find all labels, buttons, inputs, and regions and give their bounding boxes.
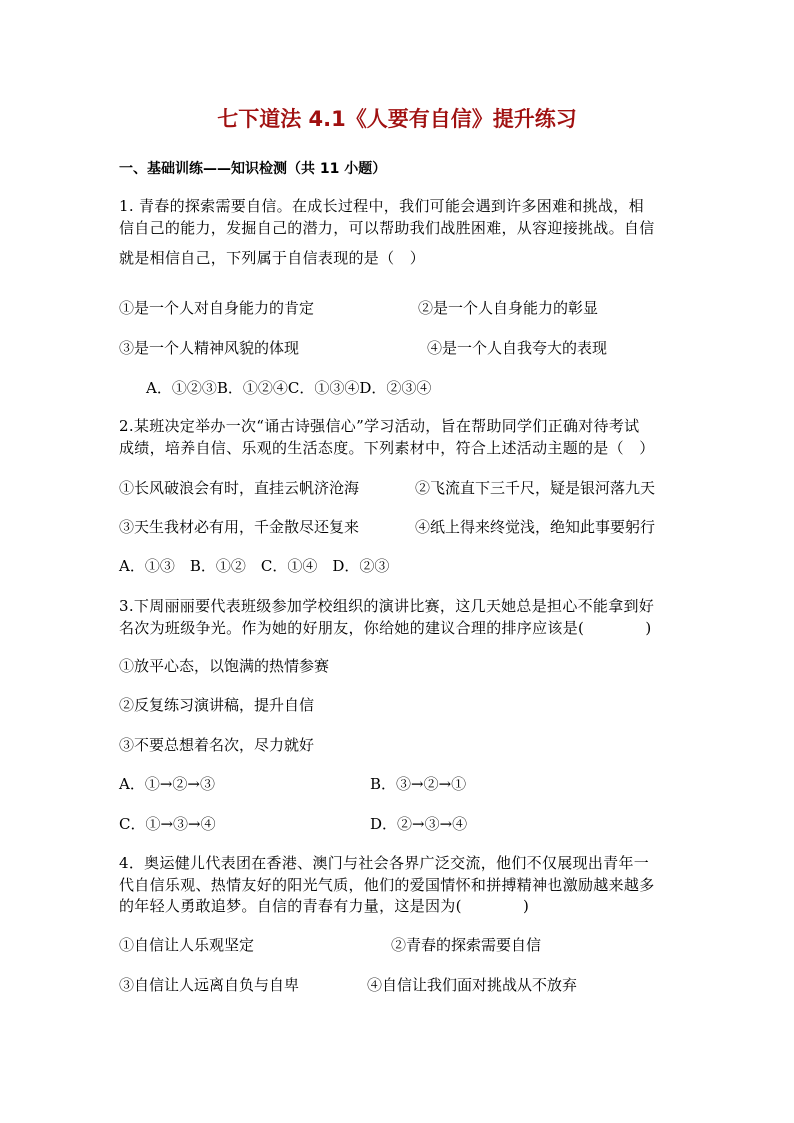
page-title: 七下道法 4.1《人要有自信》提升练习: [217, 107, 577, 131]
q3-choice-b: B．③→②→①: [370, 775, 467, 793]
q3-statement-2: ②反复练习演讲稿，提升自信: [119, 696, 315, 714]
q3-stem-line-2: 名次为班级争光。作为她的好朋友，你给她的建议合理的排序应该是( ): [119, 619, 652, 637]
q3-statement-3: ③不要总想着名次，尽力就好: [119, 736, 315, 754]
q1-statement-3: ③是一个人精神风貌的体现: [119, 339, 300, 357]
q2-statement-2: ②飞流直下三千尺，疑是银河落九天: [415, 479, 656, 497]
q4-stem-line-1: 4．奥运健儿代表团在香港、澳门与社会各界广泛交流，他们不仅展现出青年一: [119, 854, 650, 872]
q4-statement-1: ①自信让人乐观坚定: [119, 936, 255, 954]
q1-statement-1: ①是一个人对自身能力的肯定: [119, 299, 315, 317]
q2-answer-choices: A．①③ B．①② C．①④ D．②③: [119, 557, 390, 575]
q4-statement-3: ③自信让人远离自负与自卑: [119, 976, 300, 994]
q1-statement-4: ④是一个人自我夸大的表现: [427, 339, 608, 357]
q2-statement-3: ③天生我材必有用，千金散尽还复来: [119, 518, 360, 536]
q1-stem-line-1: 1. 青春的探索需要自信。在成长过程中，我们可能会遇到许多困难和挑战，相: [119, 197, 644, 215]
q3-choice-c: C．①→③→④: [119, 815, 216, 833]
q1-stem-line-3: 就是相信自己，下列属于自信表现的是（ ）: [119, 249, 426, 267]
q2-statement-4: ④纸上得来终觉浅，绝知此事要躬行: [415, 518, 656, 536]
q4-stem-line-3: 的年轻人勇敢追梦。自信的青春有力量，这是因为( ): [119, 897, 530, 915]
q3-stem-line-1: 3.下周丽丽要代表班级参加学校组织的演讲比赛，这几天她总是担心不能拿到好: [119, 597, 655, 615]
q4-stem-line-2: 代自信乐观、热情友好的阳光气质，他们的爱国情怀和拼搏精神也激励越来越多: [119, 876, 655, 894]
q3-choice-d: D．②→③→④: [370, 815, 468, 833]
q3-choice-a: A．①→②→③: [119, 775, 215, 793]
section-heading: 一、基础训练——知识检测（共 11 小题）: [119, 161, 387, 177]
q4-statement-2: ②青春的探索需要自信: [391, 936, 542, 954]
q4-statement-4: ④自信让我们面对挑战从不放弃: [367, 976, 578, 994]
q2-stem-line-1: 2.某班决定举办一次“诵古诗强信心”学习活动，旨在帮助同学们正确对待考试: [119, 417, 640, 435]
q2-statement-1: ①长风破浪会有时，直挂云帆济沧海: [119, 479, 360, 497]
q1-stem-line-2: 信自己的能力，发掘自己的潜力，可以帮助我们战胜困难，从容迎接挑战。自信: [119, 219, 655, 237]
q1-answer-choices: A．①②③B．①②④C．①③④D．②③④: [146, 379, 432, 397]
q3-statement-1: ①放平心态，以饱满的热情参赛: [119, 657, 330, 675]
q2-stem-line-2: 成绩，培养自信、乐观的生活态度。下列素材中，符合上述活动主题的是（ ）: [119, 439, 655, 457]
q1-statement-2: ②是一个人自身能力的彰显: [418, 299, 599, 317]
